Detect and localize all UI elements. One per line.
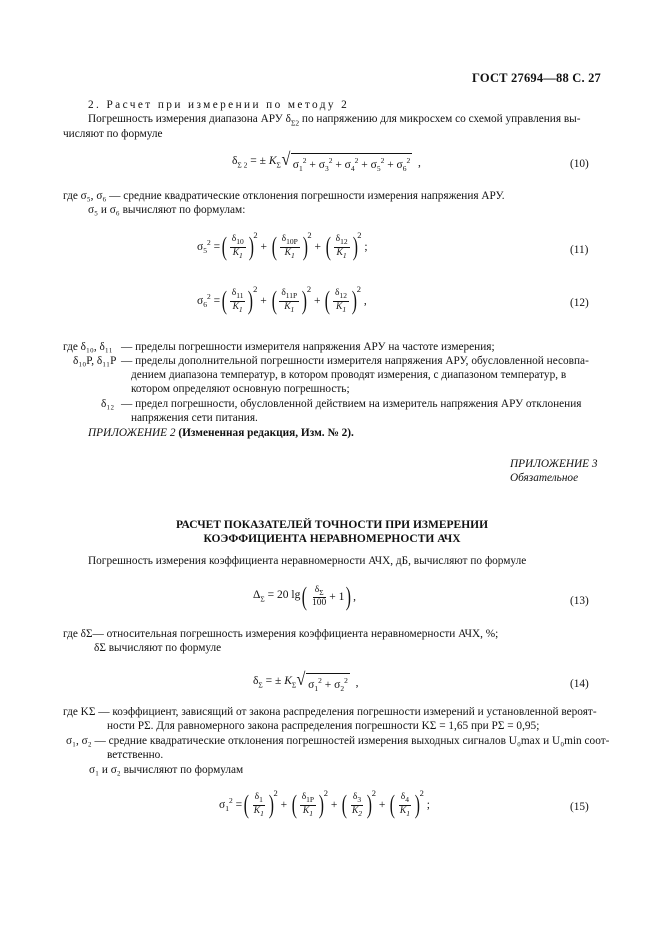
definition-text: котором определяют основную погрешность;: [131, 383, 350, 395]
definition-text: напряжения сети питания.: [131, 412, 258, 424]
appendix-label: ПРИЛОЖЕНИЕ 3: [510, 458, 598, 470]
formula-14: $\delta_\Sigma$ = ± $K_\Sigma$ √ $\sigma_1^2 + \sigma_2^2$ ,: [253, 670, 358, 697]
definition-symbol: где δ₁₀, δ₁₁: [63, 341, 113, 353]
paragraph-line: σ₅ и σ₆ вычисляют по формулам:: [88, 204, 246, 216]
definition-text: ности PΣ. Для равномерного закона распределения погрешности KΣ = 1,65 при PΣ = 0,95;: [107, 720, 540, 732]
section-heading: 2. Расчет при измерении по методу 2: [88, 99, 350, 111]
definition-symbol: δ₁₀P, δ₁₁P: [73, 355, 117, 367]
definition-text: где KΣ — коэффициент, зависящий от закона распределения погрешности измерений и установленной вероят-: [63, 706, 597, 718]
appendix-title: РАСЧЕТ ПОКАЗАТЕЛЕЙ ТОЧНОСТИ ПРИ ИЗМЕРЕНИИ: [175, 519, 489, 531]
formula-13: $\Delta_\Sigma = 20$ lg ( $\frac{\delta_\Sigma}{100}$ + 1 ) ,: [253, 582, 356, 611]
appendix-title: КОЭФФИЦИЕНТА НЕРАВНОМЕРНОСТИ АЧХ: [203, 533, 461, 545]
equation-number: (11): [570, 244, 589, 256]
equation-number: (12): [570, 297, 589, 309]
definition-text: — пределы погрешности измерителя напряжения АРУ на частоте измерения;: [121, 341, 495, 353]
paragraph-line: где σ₅, σ₆ — средние квадратические отклонения погрешности измерения напряжения АРУ.: [63, 190, 505, 202]
amendment-note: ПРИЛОЖЕНИЕ 2 (Измененная редакция, Изм. № 2).: [88, 427, 354, 439]
equation-number: (14): [570, 678, 589, 690]
paragraph-line: где δΣ— относительная погрешность измерения коэффициента неравномерности АЧХ, %;: [63, 628, 499, 640]
appendix-status: Обязательное: [510, 472, 579, 484]
definition-text: дением диапазона температур, в котором проводят измерения, с диапазоном температур, в: [131, 369, 567, 381]
definition-symbol: δ₁₂: [101, 398, 115, 410]
formula-15: $\sigma_1^2$ = ( $\frac{\delta_1}{K_1}$ ) 2 + ( $\frac{\delta_{1P}}{K_1}$ ) 2 + ( $\frac{\delta_3}{K_2}$ ) 2 + ( $\frac{\delta_4}{K_1}$ ) 2 ;: [219, 788, 430, 820]
formula-11: $\sigma_5^2$ = ( $\frac{\delta_{10}}{K_1}$ ) 2 + ( $\frac{\delta_{10P}}{K_1}$ ) 2 + ( $\frac{\delta_{12}}{K_1}$ ) 2 ;: [197, 230, 368, 262]
definition-text: — пределы дополнительной погрешности измерителя напряжения АРУ, обусловленной несовпа-: [121, 355, 589, 367]
definition-text: ветственно.: [107, 749, 164, 761]
formula-12: $\sigma_6^2$ = ( $\frac{\delta_{11}}{K_1}$ ) 2 + ( $\frac{\delta_{11P}}{K_1}$ ) 2 + ( $\frac{\delta_{12}}{K_1}$ ) 2 ,: [197, 284, 367, 316]
paragraph-line: δΣ вычисляют по формуле: [94, 642, 222, 654]
equation-number: (10): [570, 158, 589, 170]
page-header: ГОСТ 27694—88 С. 27: [472, 71, 601, 85]
formula-10: $\delta_{\Sigma 2}$ = ± $K_\Sigma$ √ $\sigma_1^2 + \sigma_3^2 + \sigma_4^2 + \sigma_5^2 + \sigma_6^2$ ,: [232, 150, 421, 177]
paragraph-line: Погрешность измерения коэффициента неравномерности АЧХ, дБ, вычисляют по формуле: [88, 555, 527, 567]
paragraph-line: числяют по формуле: [63, 128, 163, 140]
paragraph-line: Погрешность измерения диапазона АРУ $\delta_{\Sigma 2}$ по напряжению для микросхем со схемой управления вы-: [88, 113, 581, 128]
paragraph-line: σ₁ и σ₂ вычисляют по формулам: [89, 764, 244, 776]
definition-text: — предел погрешности, обусловленной действием на измеритель напряжения АРУ отклонения: [121, 398, 582, 410]
equation-number: (15): [570, 801, 589, 813]
definition-text: σ₁, σ₂ — средние квадратические отклонения погрешностей измерения выходных сигналов U₀max и U₀min соот-: [66, 735, 610, 747]
equation-number: (13): [570, 595, 589, 607]
